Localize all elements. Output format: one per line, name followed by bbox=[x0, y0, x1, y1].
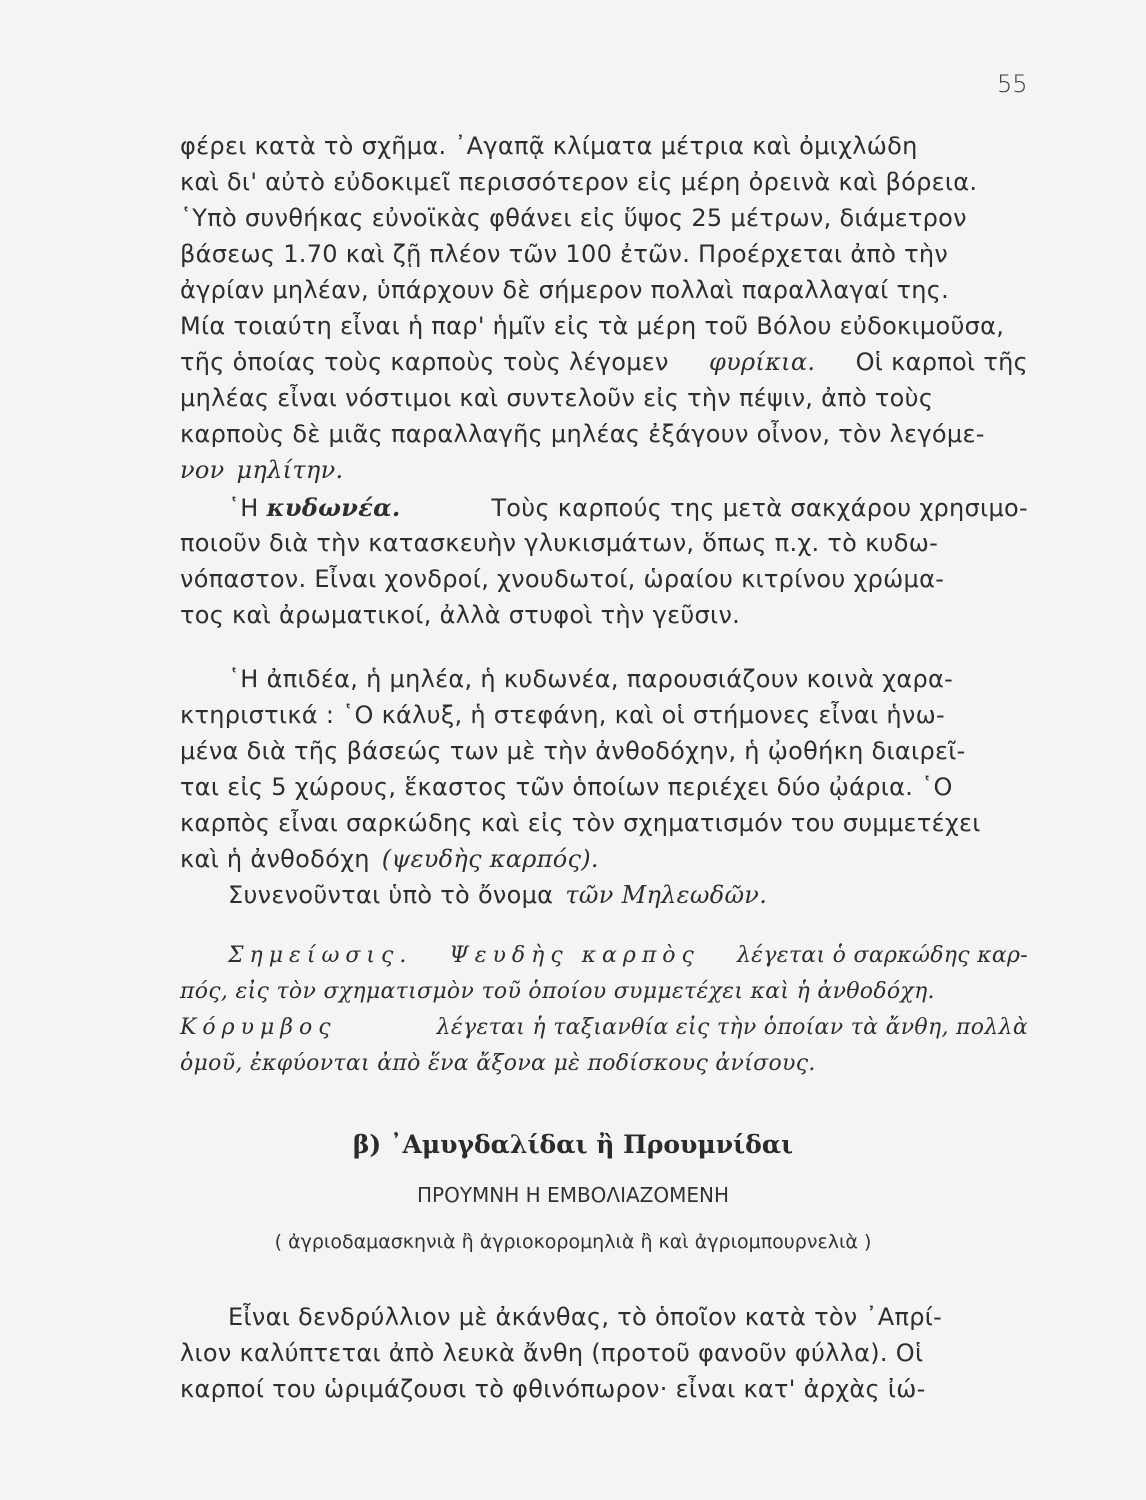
note-term: Ψευδὴς καρπὸς bbox=[449, 943, 700, 968]
text-line: μένα διὰ τῆς βάσεώς των μὲ τὴν ἀνθοδόχην, ἡ ᾠοθήκη διαιρεῖ- bbox=[180, 737, 966, 765]
text-span: Τοὺς καρπούς της μετὰ σακχάρου χρησιμο- bbox=[491, 494, 1028, 522]
text-line: μηλέας εἶναι νόστιμοι καὶ συντελοῦν εἰς τὴν πέψιν, ἀπὸ τοὺς bbox=[180, 384, 934, 412]
text-line: καρποὺς δὲ μιᾶς παραλλαγῆς μηλέας ἐξάγουν οἶνον, τὸν λεγόμε- bbox=[180, 420, 985, 448]
italic-term: νον bbox=[180, 456, 225, 484]
text-line: κτηριστικά : ῾Ο κάλυξ, ἡ στεφάνη, καὶ οἱ στήμονες εἶναι ἡνω- bbox=[180, 701, 945, 729]
text-line bbox=[228, 881, 1028, 923]
text-line: ῾Υπὸ συνθήκας εὐνοϊκὰς φθάνει εἰς ὕψος 25 μέτρων, διάμετρον bbox=[180, 204, 967, 232]
section-subheading: ΠΡΟΥΜΝΗ Η ΕΜΒΟΛΙΑΖΟΜΕΝΗ bbox=[416, 1183, 730, 1207]
note-line: ὁμοῦ, ἐκφύονται ἀπὸ ἕνα ἄξονα μὲ ποδίσκους ἀνίσους. bbox=[180, 1051, 816, 1076]
text-line: ται εἰς 5 χώρους, ἕκαστος τῶν ὁποίων περιέχει δύο ᾠάρια. ῾Ο bbox=[180, 773, 953, 801]
text-line: ῾Η ἀπιδέα, ἡ μηλέα, ἡ κυδωνέα, παρουσιάζουν κοινὰ χαρα- bbox=[228, 665, 954, 693]
text-span: λέγεται ὁ σαρκώδης καρ- bbox=[736, 943, 1028, 968]
text-span: ῾Η bbox=[228, 494, 259, 522]
text-line: Εἶναι δενδρύλλιον μὲ ἀκάνθας, τὸ ὁποῖον κατὰ τὸν ᾿Απρί- bbox=[228, 1303, 943, 1331]
text-span bbox=[228, 493, 401, 522]
text-line: καρπὸς εἶναι σαρκώδης καὶ εἰς τὸν σχηματισμόν του συμμετέχει bbox=[180, 809, 981, 837]
bold-term: κυδωνέα. bbox=[266, 493, 401, 522]
text-line: νόπαστον. Εἶναι χονδροί, χνουδωτοί, ὡραίου κιτρίνου χρώμα- bbox=[180, 565, 945, 593]
text-span: λέγεται ἡ ταξιανθία εἰς τὴν ὁποίαν τὰ ἄνθη, πολλὰ bbox=[436, 1015, 1028, 1040]
text-line: φέρει κατὰ τὸ σχῆμα. ᾿Αγαπᾷ κλίματα μέτρια καὶ ὀμιχλώδη bbox=[180, 132, 918, 160]
section-heading: β) ᾿Αμυγδαλίδαι ἢ Προυμνίδαι bbox=[352, 1130, 794, 1159]
text-span: καὶ ἡ ἀνθοδόχη bbox=[180, 845, 370, 873]
italic-term: (ψευδὴς καρπός). bbox=[381, 845, 599, 873]
text-line: ἀγρίαν μηλέαν, ὑπάρχουν δὲ σήμερον πολλαὶ παραλλαγαί της. bbox=[180, 276, 950, 304]
text-line: ποιοῦν διὰ τὴν κατασκευὴν γλυκισμάτων, ὅπως π.χ. τὸ κυδω- bbox=[180, 529, 939, 557]
text-line: καρποί του ὡριμάζουσι τὸ φθινόπωρον· εἶναι κατ' ἀρχὰς ἰώ- bbox=[180, 1375, 926, 1403]
page-number: 55 bbox=[997, 70, 1028, 98]
note-label: Σημείωσις. bbox=[228, 943, 413, 968]
text-line: τος καὶ ἀρωματικοί, ἀλλὰ στυφοὶ τὴν γεῦσιν. bbox=[180, 601, 741, 629]
note-line: πός, εἰς τὸν σχηματισμὸν τοῦ ὁποίου συμμετέχει καὶ ἡ ἀνθοδόχη. bbox=[180, 979, 935, 1004]
italic-term: φυρίκια. bbox=[709, 348, 816, 376]
note-term: Κόρυμβος bbox=[180, 1015, 337, 1040]
text-line bbox=[180, 456, 1028, 498]
text-line: Μία τοιαύτη εἶναι ἡ παρ' ἡμῖν εἰς τὰ μέρη τοῦ Βόλου εὐδοκιμοῦσα, bbox=[180, 312, 1005, 340]
text-span: Οἱ καρποὶ τῆς bbox=[855, 348, 1028, 376]
common-names: ( ἀγριοδαμασκηνιὰ ἢ ἀγριοκορομηλιὰ ἢ καὶ ἀγριομπουρνελιὰ ) bbox=[274, 1231, 872, 1253]
text-line: καὶ δι' αὐτὸ εὐδοκιμεῖ περισσότερον εἰς μέρη ὀρεινὰ καὶ βόρεια. bbox=[180, 168, 978, 196]
text-span: Συνενοῦνται ὑπὸ τὸ ὄνομα bbox=[228, 881, 554, 909]
text-span: τῆς ὁποίας τοὺς καρποὺς τοὺς λέγομεν bbox=[180, 348, 669, 376]
text-line: λιον καλύπτεται ἀπὸ λευκὰ ἄνθη (προτοῦ φανοῦν φύλλα). Οἱ bbox=[180, 1339, 924, 1367]
italic-term: μηλίτην. bbox=[236, 456, 344, 484]
italic-term: τῶν Μηλεωδῶν. bbox=[565, 881, 768, 909]
text-line: βάσεως 1.70 καὶ ζῇ πλέον τῶν 100 ἐτῶν. Προέρχεται ἀπὸ τὴν bbox=[180, 240, 949, 268]
